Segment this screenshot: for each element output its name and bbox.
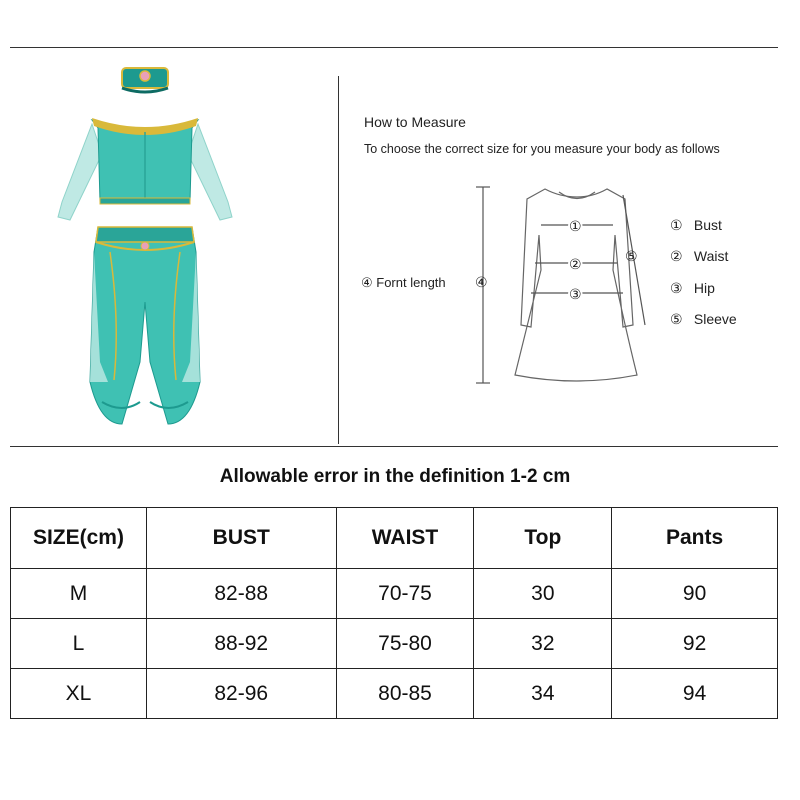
how-to-measure-subtitle: To choose the correct size for you measure your body as follows bbox=[364, 142, 720, 156]
waist-marker: ② bbox=[569, 257, 582, 273]
sleeve-marker: ⑤ bbox=[625, 249, 638, 265]
pants-garment-icon bbox=[90, 227, 200, 424]
table-cell: 80-85 bbox=[336, 669, 474, 719]
header-top: Top bbox=[474, 508, 612, 569]
legend-label: Waist bbox=[693, 248, 729, 264]
front-length-marker: ④ bbox=[475, 275, 488, 291]
header-pants: Pants bbox=[612, 508, 778, 569]
table-cell: 30 bbox=[474, 569, 612, 619]
table-cell: XL bbox=[11, 669, 147, 719]
table-cell: 34 bbox=[474, 669, 612, 719]
dress-outline-icon bbox=[515, 189, 637, 381]
legend-number: ③ bbox=[670, 280, 683, 296]
legend-number: ⑤ bbox=[670, 311, 683, 327]
header-waist: WAIST bbox=[336, 508, 474, 569]
header-size: SIZE(cm) bbox=[11, 508, 147, 569]
bust-marker: ① bbox=[569, 219, 582, 235]
table-cell: 88-92 bbox=[146, 619, 336, 669]
allowable-error-heading: Allowable error in the definition 1-2 cm bbox=[219, 466, 571, 487]
table-cell: 32 bbox=[474, 619, 612, 669]
legend-waist bbox=[670, 248, 728, 265]
hip-marker: ③ bbox=[569, 287, 582, 303]
header-bust: BUST bbox=[146, 508, 336, 569]
table-cell: 94 bbox=[612, 669, 778, 719]
legend-label: Bust bbox=[693, 217, 722, 233]
table-cell: 75-80 bbox=[336, 619, 474, 669]
legend-number: ① bbox=[670, 217, 683, 233]
middle-divider bbox=[10, 446, 778, 447]
headband-icon bbox=[122, 68, 168, 92]
table-row bbox=[11, 619, 778, 669]
legend-hip bbox=[670, 280, 715, 297]
vertical-divider bbox=[338, 76, 339, 444]
table-cell: 90 bbox=[612, 569, 778, 619]
size-table bbox=[10, 507, 778, 719]
table-row bbox=[11, 569, 778, 619]
legend-label: Hip bbox=[693, 280, 715, 296]
table-header-row bbox=[11, 508, 778, 569]
how-to-measure-title: How to Measure bbox=[364, 114, 466, 130]
table-cell: 82-96 bbox=[146, 669, 336, 719]
legend-sleeve bbox=[670, 311, 737, 328]
legend-bust bbox=[670, 217, 722, 234]
table-row bbox=[11, 669, 778, 719]
top-garment-icon bbox=[58, 118, 232, 220]
table-cell: 92 bbox=[612, 619, 778, 669]
legend-label: Sleeve bbox=[693, 311, 737, 327]
table-cell: M bbox=[11, 569, 147, 619]
table-cell: 82-88 bbox=[146, 569, 336, 619]
top-divider bbox=[10, 47, 778, 48]
legend-number: ② bbox=[670, 248, 683, 264]
table-cell: 70-75 bbox=[336, 569, 474, 619]
costume-image bbox=[50, 62, 240, 432]
front-length-label: ④ Fornt length bbox=[361, 275, 446, 290]
table-cell: L bbox=[11, 619, 147, 669]
